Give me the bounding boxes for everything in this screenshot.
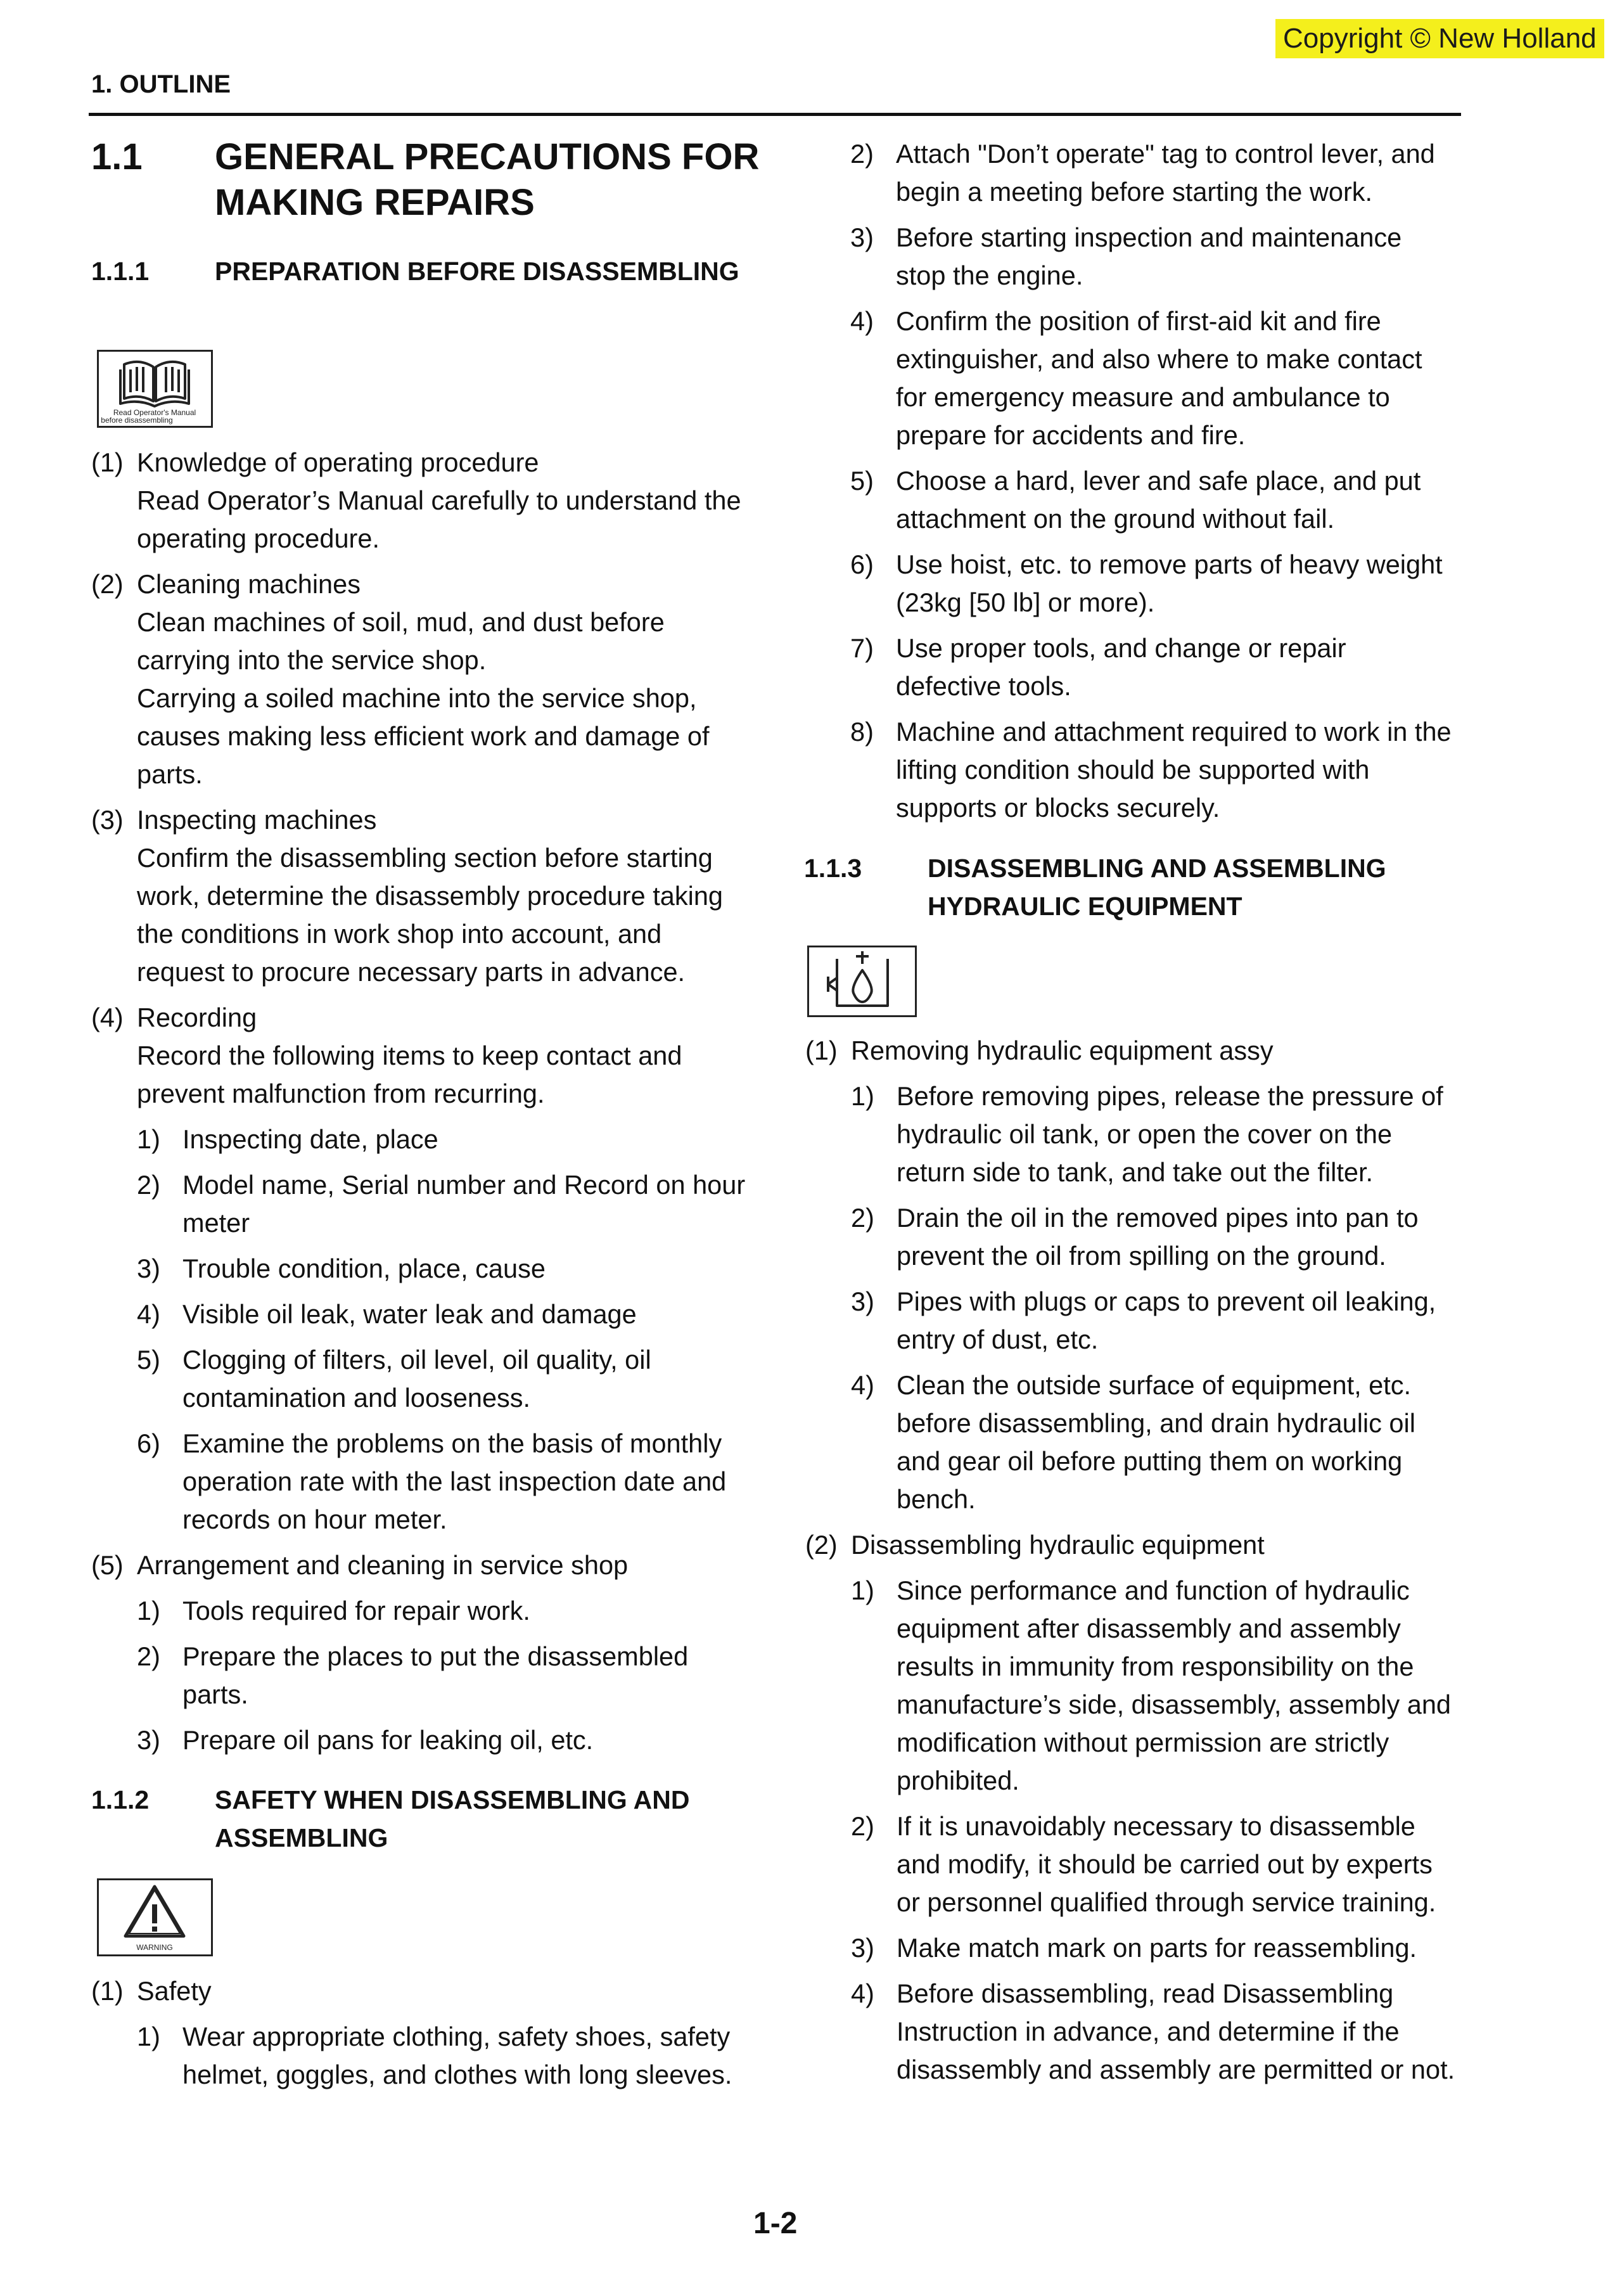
- warning-caption: WARNING: [136, 1943, 173, 1952]
- section-title: GENERAL PRECAUTIONS FOR MAKING REPAIRS: [215, 136, 760, 223]
- section-number: 1.1: [91, 136, 143, 177]
- item-text: Confirm the disassembling section before starting work, determine the disassembly procedure taking the conditions in work shop into account, and request to procure necessary parts in advance.: [137, 843, 723, 987]
- list-item: (3) Inspecting machines Confirm the disassembling section before starting work, determine the disassembly procedure taking the conditions in work shop into account, and request to procure necessary parts in advance.: [91, 801, 757, 991]
- sub-item: 5) Choose a hard, lever and safe place, and put attachment on the ground without fail.: [850, 466, 1421, 534]
- item-text: Clean machines of soil, mud, and dust before carrying into the service shop.: [137, 607, 665, 675]
- item-heading: Knowledge of operating procedure: [137, 447, 539, 477]
- subsection-heading-1-1-1: [91, 252, 788, 331]
- sub-item: 1) Tools required for repair work.: [137, 1596, 530, 1626]
- item-heading: Safety: [137, 1976, 212, 2006]
- subsection-title: SAFETY WHEN DISASSEMBLING AND ASSEMBLING: [215, 1785, 690, 1852]
- subsection-heading-1-1-2: [91, 1781, 788, 1860]
- sub-item: 2) Attach "Don’t operate" tag to control lever, and begin a meeting before starting the work.: [850, 139, 1435, 207]
- sub-item: 3) Before starting inspection and maintenance stop the engine.: [850, 222, 1402, 290]
- item-text: Carrying a soiled machine into the service shop, causes making less efficient work and damage of parts.: [137, 683, 710, 789]
- sub-item: 3) Prepare oil pans for leaking oil, etc.: [137, 1725, 594, 1755]
- list-item: (4) Recording Record the following items to keep contact and prevent malfunction from recurring. 1) Inspecting date, place 2) Model name, Serial number and Record on hour meter 3) Trouble condition, place, cause 4) Visible oil leak, water leak and damage 5) Clogging of filters, oil level, oil quality, oil contamination and looseness. 6) Examine the problems on the basis of monthly operation rate with the last inspection date and records on hour meter.: [91, 999, 757, 1539]
- sub-item: 8) Machine and attachment required to work in the lifting condition should be supported with supports or blocks securely.: [850, 717, 1452, 823]
- sub-item: 2) Model name, Serial number and Record on hour meter: [137, 1170, 746, 1238]
- safety-list-right: [850, 135, 1459, 827]
- sub-item: 4) Confirm the position of first-aid kit and fire extinguisher, and also where to make contact for emergency measure and ambulance to prepare for accidents and fire.: [850, 306, 1422, 450]
- sub-item: 7) Use proper tools, and change or repair defective tools.: [850, 633, 1346, 701]
- sub-item: 1) Since performance and function of hydraulic equipment after disassembly and assembly results in immunity from responsibility on the manufacture’s side, disassembly, assembly and modification without permission are strictly prohibited.: [851, 1575, 1451, 1795]
- item-heading: Recording: [137, 1003, 257, 1032]
- sub-item: 1) Before removing pipes, release the pressure of hydraulic oil tank, or open the cover on the return side to tank, and take out the filter.: [851, 1081, 1443, 1187]
- list-item: (1) Safety 1) Wear appropriate clothing, safety shoes, safety helmet, goggles, and clothes with long sleeves.: [91, 1972, 757, 2094]
- svg-text:before disassembling: before disassembling: [101, 416, 173, 425]
- item-heading: Removing hydraulic equipment assy: [851, 1036, 1274, 1065]
- list-item: (2) Disassembling hydraulic equipment 1) Since performance and function of hydraulic equipment after disassembly and assembly results in immunity from responsibility on the manufacture’s side, disassembly, assembly and modification without permission are strictly prohibited. 2) If it is unavoidably necessary to disassemble and modify, it should be carried out by experts or personnel qualified through service training. 3) Make match mark on parts for reassembling. 4) Before disassembling, read Disassembling Instruction in advance, and determine if the disassembly and assembly are permitted or not.: [805, 1526, 1461, 2089]
- section-heading: [91, 134, 788, 229]
- chapter-header: 1. OUTLINE: [91, 70, 231, 98]
- sub-item: 3) Make match mark on parts for reassembling.: [851, 1933, 1417, 1963]
- item-heading: Cleaning machines: [137, 569, 361, 599]
- copyright-notice: Copyright © New Holland: [1275, 19, 1604, 58]
- header-divider: [89, 113, 1461, 116]
- sub-item: 6) Examine the problems on the basis of monthly operation rate with the last inspection date and records on hour meter.: [137, 1428, 727, 1534]
- subsection-title: PREPARATION BEFORE DISASSEMBLING: [215, 257, 739, 286]
- subsection-number: 1.1.3: [804, 854, 862, 883]
- sub-item: 5) Clogging of filters, oil level, oil quality, oil contamination and looseness.: [137, 1345, 651, 1413]
- page-number: 1-2: [753, 2207, 798, 2240]
- warning-icon: [97, 1878, 213, 1956]
- hydraulic-oil-icon: [807, 946, 917, 1017]
- sub-item: 1) Wear appropriate clothing, safety shoes, safety helmet, goggles, and clothes with long sleeves.: [137, 2022, 732, 2089]
- list-item: (1) Knowledge of operating procedure Read Operator’s Manual carefully to understand the operating procedure.: [91, 444, 757, 558]
- safety-list-left: [91, 1972, 757, 2094]
- sub-item: 6) Use hoist, etc. to remove parts of heavy weight (23kg [50 lb] or more).: [850, 549, 1443, 617]
- item-heading: Inspecting machines: [137, 805, 377, 835]
- sub-item: 4) Clean the outside surface of equipment, etc. before disassembling, and drain hydraulic oil and gear oil before putting them on working bench.: [851, 1370, 1415, 1514]
- item-text: Read Operator’s Manual carefully to understand the operating procedure.: [137, 485, 741, 553]
- sub-item: 3) Trouble condition, place, cause: [137, 1254, 546, 1283]
- sub-item: 3) Pipes with plugs or caps to prevent oil leaking, entry of dust, etc.: [851, 1286, 1436, 1354]
- subsection-heading-1-1-3: [804, 849, 1463, 928]
- list-item: (2) Cleaning machines Clean machines of soil, mud, and dust before carrying into the service shop. Carrying a soiled machine into the service shop, causes making less efficient work and damage of parts.: [91, 565, 757, 793]
- hydraulic-list: [805, 1032, 1461, 2089]
- sub-item: 2) If it is unavoidably necessary to disassemble and modify, it should be carried out by experts or personnel qualified through service training.: [851, 1811, 1436, 1917]
- read-manual-caption: Read Operator's Manual: [113, 408, 196, 417]
- item-heading: Disassembling hydraulic equipment: [851, 1530, 1265, 1560]
- read-manual-icon: [97, 350, 213, 428]
- sub-item: 1) Inspecting date, place: [137, 1124, 438, 1154]
- item-text: Record the following items to keep contact and prevent malfunction from recurring.: [137, 1041, 682, 1108]
- sub-item: 4) Before disassembling, read Disassembling Instruction in advance, and determine if the disassembly and assembly are permitted or not.: [851, 1979, 1455, 2084]
- sub-item: 4) Visible oil leak, water leak and damage: [137, 1299, 637, 1329]
- sub-item: 2) Prepare the places to put the disassembled parts.: [137, 1641, 689, 1709]
- subsection-number: 1.1.1: [91, 257, 150, 286]
- list-item: (1) Removing hydraulic equipment assy 1) Before removing pipes, release the pressure of hydraulic oil tank, or open the cover on the return side to tank, and take out the filter. 2) Drain the oil in the removed pipes into pan to prevent the oil from spilling on the ground. 3) Pipes with plugs or caps to prevent oil leaking, entry of dust, etc. 4) Clean the outside surface of equipment, etc. before disassembling, and drain hydraulic oil and gear oil before putting them on working bench.: [805, 1032, 1461, 1518]
- subsection-title: DISASSEMBLING AND ASSEMBLING HYDRAULIC EQUIPMENT: [928, 854, 1386, 921]
- item-heading: Arrangement and cleaning in service shop: [137, 1550, 629, 1580]
- list-item: (5) Arrangement and cleaning in service shop 1) Tools required for repair work. 2) Prepare the places to put the disassembled parts. 3) Prepare oil pans for leaking oil, etc.: [91, 1546, 757, 1759]
- subsection-number: 1.1.2: [91, 1785, 150, 1814]
- sub-item: 2) Drain the oil in the removed pipes into pan to prevent the oil from spilling on the ground.: [851, 1203, 1419, 1271]
- left-column: [91, 444, 757, 1759]
